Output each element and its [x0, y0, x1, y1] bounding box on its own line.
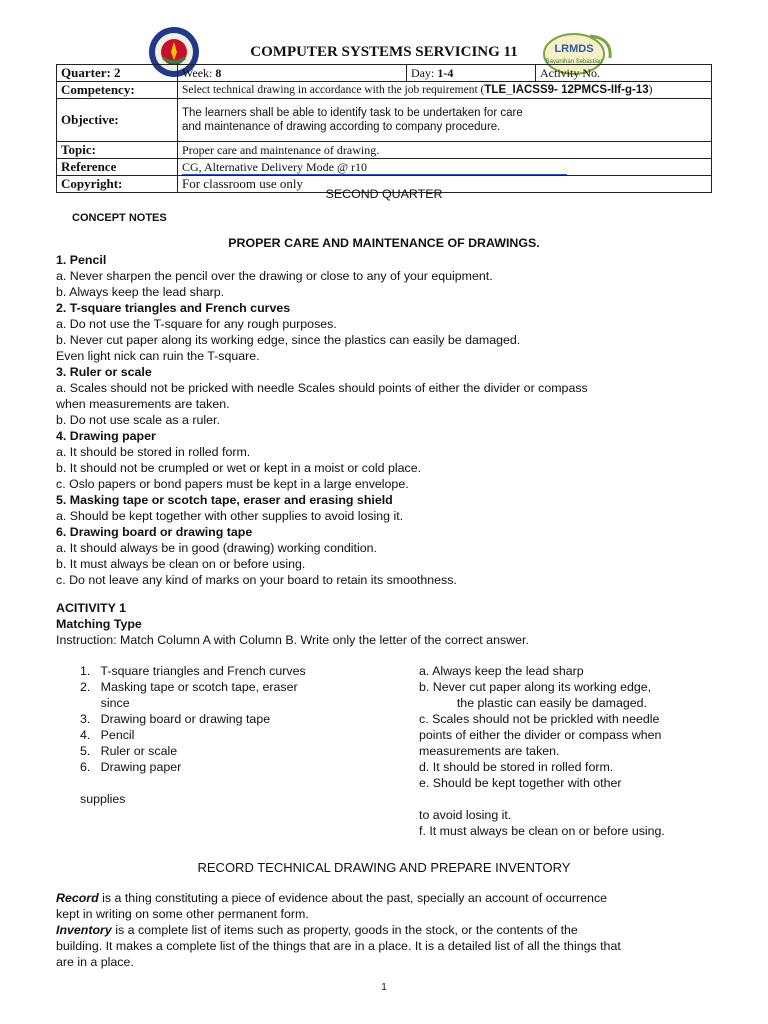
column-b-item: e. Should be kept together with other — [419, 776, 622, 790]
document-title: COMPUTER SYSTEMS SERVICING 11 — [250, 44, 518, 60]
note-line: a. Should be kept together with other supplies to avoid losing it. — [56, 509, 404, 523]
note-line: a. Never sharpen the pencil over the drawing or close to any of your equipment. — [56, 269, 493, 283]
column-b-item: measurements are taken. — [419, 744, 560, 758]
record-term: Record — [56, 891, 99, 905]
column-a-item: 6. Drawing paper — [80, 760, 182, 774]
week-cell — [178, 65, 407, 82]
page-number: 1 — [381, 982, 387, 993]
topic-label: Topic: — [57, 142, 178, 159]
column-b-item: d. It should be stored in rolled form. — [419, 760, 614, 774]
note-line: a. Scales should not be pricked with needle Scales should points of either the divider or compass — [56, 381, 588, 395]
inventory-definition — [56, 922, 578, 938]
record-definition-line2: kept in writing on some other permanent form. — [56, 907, 309, 921]
record-section-title: RECORD TECHNICAL DRAWING AND PREPARE INVENTORY — [197, 860, 571, 875]
objective-label: Objective: — [57, 99, 178, 142]
record-def: is a thing constituting a piece of evidence about the past, specially an account of occurrence — [98, 891, 608, 905]
note-heading: 4. Drawing paper — [56, 429, 156, 443]
objective-cell — [178, 99, 712, 142]
column-b-item: f. It must always be clean on or before using. — [419, 824, 665, 838]
objective-line-1: The learners shall be able to identify task to be undertaken for care — [182, 107, 523, 119]
record-definition — [56, 890, 607, 906]
column-b-item: points of either the divider or compass when — [419, 728, 662, 742]
note-line: b. Never cut paper along its working edge, since the plastics can easily be damaged. — [56, 333, 521, 347]
week-label: Week: — [182, 65, 213, 80]
objective-line-2: and maintenance of drawing according to company procedure. — [182, 121, 501, 133]
day-value: 1-4 — [437, 65, 454, 80]
column-b-item: to avoid losing it. — [419, 808, 512, 822]
note-heading: 5. Masking tape or scotch tape, eraser and erasing shield — [56, 493, 393, 507]
table-row — [57, 159, 712, 176]
column-a-item: 5. Ruler or scale — [80, 744, 178, 758]
inventory-def: is a complete list of items such as property, goods in the stock, or the contents of the — [111, 923, 578, 937]
column-b-item: b. Never cut paper along its working edge, — [419, 680, 652, 694]
competency-cell — [178, 82, 712, 99]
inventory-definition-line3: are in a place. — [56, 955, 134, 969]
activity-type: Matching Type — [56, 617, 142, 631]
reference-label: Reference — [57, 159, 178, 176]
note-line: b. Always keep the lead sharp. — [56, 285, 225, 299]
table-row — [57, 65, 712, 82]
column-b-item: the plastic can easily be damaged. — [419, 696, 647, 710]
concept-notes-label: CONCEPT NOTES — [72, 212, 167, 224]
column-a-item: 3. Drawing board or drawing tape — [80, 712, 271, 726]
lrmds-logo-subtext: Bayanihan Sebastian — [545, 59, 603, 65]
note-line: b. It should not be crumpled or wet or kept in a moist or cold place. — [56, 461, 422, 475]
note-heading: 3. Ruler or scale — [56, 365, 152, 379]
reference-link[interactable]: CG, Alternative Delivery Mode @ r10 — [182, 160, 567, 175]
activity-cell: Activity No. — [536, 65, 712, 82]
copyright-cell: For classroom use only — [178, 176, 712, 193]
competency-close: ) — [648, 84, 653, 96]
reference-cell — [178, 159, 712, 176]
note-line: b. It must always be clean on or before using. — [56, 557, 306, 571]
topic-cell: Proper care and maintenance of drawing. — [178, 142, 712, 159]
column-a-item: 4. Pencil — [80, 728, 135, 742]
section-title: PROPER CARE AND MAINTENANCE OF DRAWINGS. — [228, 236, 540, 250]
column-a-item: supplies — [80, 792, 126, 806]
note-line: b. Do not use scale as a ruler. — [56, 413, 220, 427]
copyright-label: Copyright: — [57, 176, 178, 193]
note-line: a. It should always be in good (drawing) working condition. — [56, 541, 377, 555]
activity-instruction: Instruction: Match Column A with Column B. Write only the letter of the correct answer. — [56, 633, 529, 647]
day-label: Day: — [411, 65, 435, 80]
column-b-item: c. Scales should not be prickled with needle — [419, 712, 660, 726]
competency-text: Select technical drawing in accordance with the job requirement ( — [182, 84, 485, 96]
table-row — [57, 99, 712, 142]
note-line: c. Do not leave any kind of marks on your board to retain its smoothness. — [56, 573, 457, 587]
lesson-info-table — [56, 64, 712, 193]
column-a-item: since — [80, 696, 130, 710]
note-heading: 1. Pencil — [56, 253, 107, 267]
competency-label: Competency: — [57, 82, 178, 99]
inventory-definition-line2: building. It makes a complete list of the things that are in a place. It is a detailed list of all the things that — [56, 939, 621, 953]
column-b-item: a. Always keep the lead sharp — [419, 664, 584, 678]
column-a-item: 1. T-square triangles and French curves — [80, 664, 306, 678]
note-heading: 6. Drawing board or drawing tape — [56, 525, 253, 539]
note-line: a. Do not use the T-square for any rough purposes. — [56, 317, 337, 331]
note-line: Even light nick can ruin the T-square. — [56, 349, 260, 363]
note-line: c. Oslo papers or bond papers must be kept in a large envelope. — [56, 477, 409, 491]
lrmds-logo-text: LRMDS — [554, 43, 594, 55]
inventory-term: Inventory — [56, 923, 112, 937]
note-line: a. It should be stored in rolled form. — [56, 445, 251, 459]
week-value: 8 — [215, 65, 222, 80]
table-row — [57, 82, 712, 99]
day-cell — [407, 65, 536, 82]
competency-code: TLE_IACSS9- 12PMCS-IIf-g-13 — [484, 84, 649, 96]
column-a-item: 2. Masking tape or scotch tape, eraser — [80, 680, 298, 694]
activity-title: ACITIVITY 1 — [56, 601, 126, 615]
quarter-cell: Quarter: 2 — [57, 65, 178, 82]
note-line: when measurements are taken. — [56, 397, 230, 411]
note-heading: 2. T-square triangles and French curves — [56, 301, 291, 315]
table-row — [57, 142, 712, 159]
quarter-heading: SECOND QUARTER — [325, 187, 443, 201]
